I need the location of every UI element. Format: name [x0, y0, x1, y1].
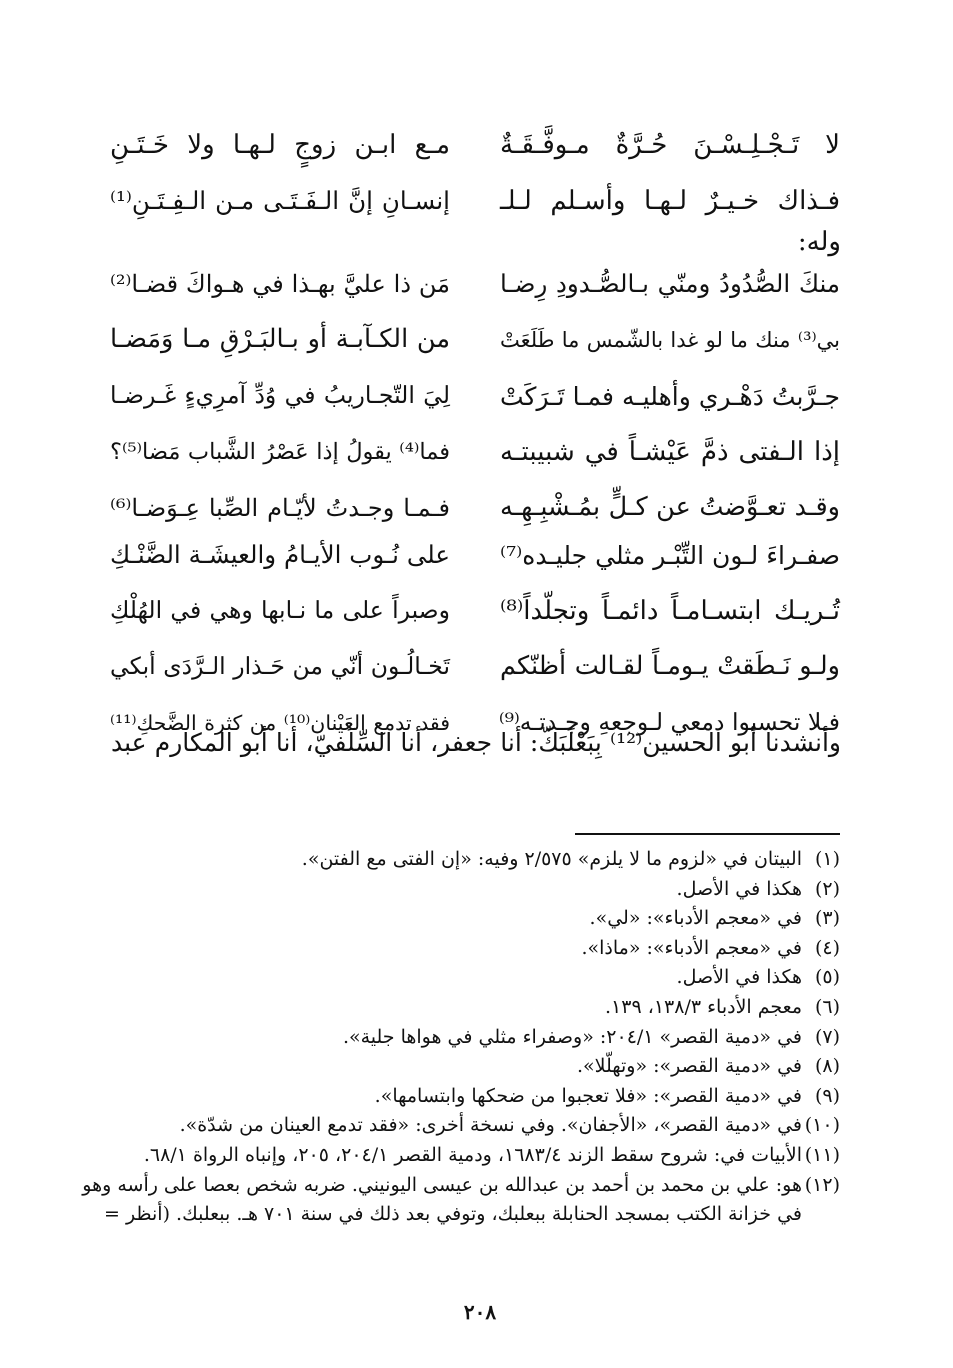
verse-first-hemistich: صفـراءَ لـون التِّبْـر مثلي جليـده⁽⁷⁾ [500, 540, 840, 570]
footnote-number: (٥) [814, 966, 840, 989]
footnote [100, 1116, 840, 1146]
footnote-text: في «معجم الأدباء»: «لي». [589, 907, 802, 930]
footnote-text: هو: علي بن محمد بن أحمد بن عبدالله بن عيسى اليونيني. ضربه شخص بعصا على رأسه وهو [82, 1173, 802, 1196]
footnote [100, 995, 840, 1028]
footnote-text: في «دمية القصر»: «فلا تعجبوا من ضحكها وابتسامها». [374, 1084, 802, 1107]
footnote-number: (١١) [804, 1143, 840, 1166]
poem-block-1 [110, 117, 840, 229]
verse-second-hemistich: مـع ابـن زوجٍ لـهـا ولا خَـتَـنِ [110, 130, 450, 160]
verse-second-hemistich: فما⁽⁴⁾ يقولُ إذا عَصْرُ الشَّباب مَضا⁽⁵⁾؟ [110, 438, 450, 465]
footnote [82, 1173, 840, 1206]
footnote-number: (١٠) [804, 1114, 840, 1137]
footnote [100, 1084, 840, 1117]
closing-prose-line: وأنشدنا أبو الحسين⁽¹²⁾ بِبَعْلَبَكّ: أنا جعفر، أنا السِّلَفيّ، أنا أبو المكارم عبد [111, 728, 841, 757]
footnote-text: معجم الأدباء ١٣٨/٣، ١٣٩. [605, 995, 802, 1018]
verse-second-hemistich: وصبراً على ما نـابها وهي في الهُلْكِ [110, 596, 450, 625]
verse-second-hemistich: إنسـانِ إنَّ الـفَـتَـى مـن الـفِـتَـنِ⁽¹⁾ [110, 185, 450, 215]
footnote-text: البيتان في «لزوم ما لا يلزم» ٢/٥٧٥ وفيه: «إن الفتى مع الفتن». [301, 848, 802, 870]
footnote-text: في «دمية القصر»، «الأجفان». وفي نسخة أخرى: «فقد تدمع العينان من شدّة». [179, 1114, 802, 1137]
footnote [100, 1057, 840, 1087]
verse-second-hemistich: مَن ذا عليَّ بهـذا في هـواكَ قضـا⁽²⁾ [110, 270, 450, 298]
footnote-number: (١) [814, 848, 840, 870]
verse-first-hemistich: جـرَّبتُ دَهْـري وأهليـه فمـا تَـرَكَتْ [500, 381, 840, 411]
verse-line [110, 583, 840, 639]
verse-first-hemistich: تُـريـك ابتسـامـاً دائمـاً وتجلّداً⁽⁸⁾ [500, 596, 840, 626]
verse-line [110, 639, 840, 695]
footnote-text: الأبيات في: شروح سقط الزند ١٦٨٣/٤، ودمية القصر ٢٠٤/١، ٢٠٥، وإنباه الرواة ٦٨/١. [143, 1143, 802, 1166]
footnote-text: في «دمية القصر» ٢٠٤/١: «وصفراء مثلي في هواها جلية». [342, 1025, 802, 1048]
verse-second-hemistich: لِيَ التّجـاريبُ في وُدِّ آمرِيءٍ غَـرضـا [110, 381, 450, 410]
verse-second-hemistich: تَخـالُـون أنّي من حَـذار الـرَّدَى أبكي [110, 652, 450, 681]
verse-first-hemistich: ولـو نَـطَقتْ يـومـاً لقـالت أظنّكم [500, 651, 840, 682]
verse-second-hemistich: فـمـا وجـدتُ لأيّـام الصِّبا عِـوَضـا⁽⁶⁾ [110, 494, 450, 522]
footnotes [82, 848, 840, 1235]
footnote-number: (٩) [814, 1084, 840, 1107]
poem-block-2 [110, 256, 840, 536]
verse-line [110, 527, 840, 583]
verse-line [110, 424, 840, 480]
verse-line [110, 368, 840, 424]
footnote [100, 1143, 840, 1176]
verse-second-hemistich: فقد تدمع العَيْنان⁽¹⁰⁾ من كثرة الضَّحكِ⁽¹¹⁾ [110, 710, 451, 735]
verse-line [110, 256, 840, 312]
footnote [100, 909, 840, 939]
verse-line [110, 312, 840, 368]
footnote-text: في «معجم الأدباء»: «ماذا». [581, 936, 802, 959]
footnote-continuation: في خزانة الكتب بمسجد الحنابلة ببعلبك، وتوفي بعد ذلك في سنة ٧٠١ هـ. ببعلبك. (أنظر = [103, 1203, 802, 1226]
footnote-number: (٢) [814, 877, 840, 900]
footnote-number: (٨) [814, 1055, 840, 1078]
footnote-number: (٣) [814, 907, 840, 930]
page-number: ٢٠٨ [463, 1300, 497, 1324]
footnote-text: هكذا في الأصل. [676, 966, 802, 989]
poem-block-3 [110, 527, 840, 751]
poem-intro-label: وله: [797, 227, 841, 257]
footnote [100, 877, 840, 910]
footnote-separator [575, 833, 840, 835]
verse-first-hemistich: وقـد تعـوَّضتُ عن كـلٍّ بمُـشْبِـهِـه [500, 492, 840, 523]
footnote [100, 850, 840, 880]
verse-first-hemistich: لا تَـجْـلِـسْـنَ حُـرَّةٌ مـوفَّـقَـةٌ [500, 130, 840, 160]
footnote-number: (٤) [814, 936, 840, 959]
verse-second-hemistich: على نُـوب الأيـامُ والعيشَـة الضَّنْـكِ [110, 539, 450, 569]
verse-line [110, 117, 840, 173]
footnote [100, 936, 840, 969]
verse-first-hemistich: فـذاك خـيـرٌ لـهـا وأسـلم لـلـ [500, 186, 840, 216]
footnote-number: (٦) [814, 995, 840, 1018]
verse-first-hemistich: بي⁽³⁾ منك ما لو غدا بالشّمس ما طَلَعَتْ [500, 327, 840, 352]
footnote-number: (١٢) [804, 1173, 840, 1196]
verse-first-hemistich: إذا الـفتى ذمَّ عَيْشـاً في شبيبتـه [500, 437, 840, 467]
footnote [100, 968, 840, 998]
footnote-text: هكذا في الأصل. [676, 877, 802, 900]
verse-first-hemistich: فـلا تحسبوا دمعي لـوجعهِ وجـدتـه⁽⁹⁾ [498, 708, 840, 737]
footnote-text: في «دمية القصر»: «وتهلّلا». [576, 1055, 802, 1078]
verse-second-hemistich: من الكـآبـة أو بـالبَـرْقِ مـا وَمَضـا [110, 324, 450, 355]
footnote [100, 1025, 840, 1058]
verse-line [110, 173, 840, 229]
verse-first-hemistich: منكَ الصُّدُودُ ومنّي بـالصُّـدودِ رِضـا [500, 268, 840, 298]
footnote-number: (٧) [814, 1025, 840, 1048]
